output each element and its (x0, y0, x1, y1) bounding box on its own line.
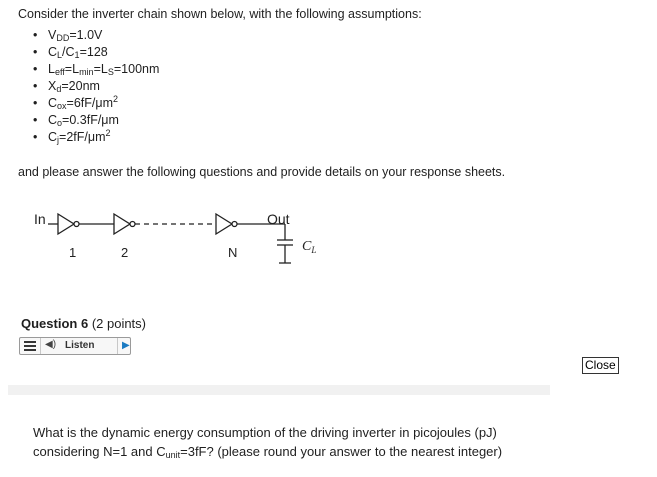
section-divider-band (8, 385, 550, 395)
assumption-xd: • $X_d=20nm$ (33, 78, 159, 95)
inverter-2-bubble (130, 222, 135, 227)
play-icon[interactable]: ▶ (122, 340, 130, 351)
load-cap-label: $C_L$ (302, 239, 317, 255)
listen-button[interactable]: Listen (65, 340, 95, 351)
question-text: What is the dynamic energy consumption of the driving inverter in picojoules (pJ) considering N=1 and $C_{unit}=3fF$? (please round your answer to the nearest integer) (33, 425, 503, 460)
assumption-cl-ratio: • $C_L/C_1=128$ (33, 44, 159, 61)
stage-1-label: 1 (69, 245, 77, 260)
intro-text: Consider the inverter chain shown below, with the following assumptions: (18, 7, 422, 21)
inverter-1-triangle (58, 214, 74, 234)
stage-n-label: N (228, 245, 238, 260)
in-label: In (34, 211, 46, 227)
inverter-2-triangle (114, 214, 130, 234)
assumption-leff: • $L_{eff}=L_{min}=L_S=100nm$ (33, 61, 159, 78)
inverter-1-bubble (74, 222, 79, 227)
speaker-icon: ◀) (45, 339, 57, 350)
instructions-paragraph: and please answer the following questions and provide details on your response sheets. (18, 165, 506, 179)
stage-2-label: 2 (121, 245, 129, 260)
assumption-co: • $C_o=0.3fF/\mu m$ (33, 112, 159, 129)
inverter-n-triangle (216, 214, 232, 234)
assumption-cj: • $C_j=2fF/\mu m^2$ (33, 129, 159, 146)
question-heading: Question 6 (2 points) (21, 316, 147, 331)
inverter-n-bubble (232, 222, 237, 227)
assumption-cox: • $C_{ox}=6fF/\mu m^2$ (33, 95, 159, 112)
out-label: Out (267, 211, 290, 227)
assumptions-list (33, 27, 159, 146)
menu-icon[interactable] (24, 341, 36, 351)
close-button[interactable]: Close (582, 357, 619, 374)
listen-toolbar[interactable] (19, 337, 131, 355)
inverter-chain-diagram (28, 205, 338, 275)
assumption-vdd: • $V_{DD}=1.0V$ (33, 27, 159, 44)
